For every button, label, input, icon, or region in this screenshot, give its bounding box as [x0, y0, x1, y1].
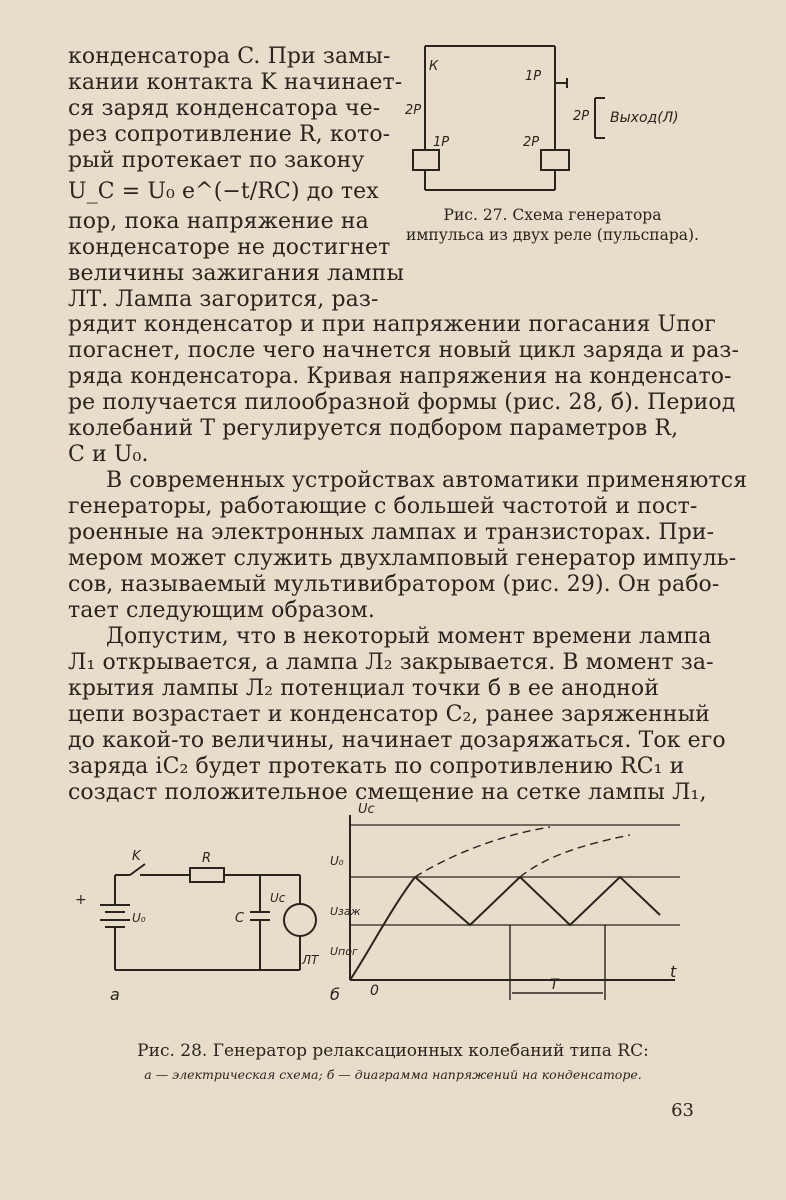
fig28-label-r: R — [202, 851, 212, 866]
figure-28a-circuit — [70, 840, 340, 1010]
text-line: конденсатора C. При замы- — [68, 44, 391, 69]
text-line: роенные на электронных лампах и транзисторах. При- — [68, 520, 715, 545]
fig27-label-k: К — [429, 59, 439, 74]
fig28-label-k: K — [132, 849, 141, 864]
figure-28b-diagram — [330, 795, 690, 1010]
text-line: конденсаторе не достигнет — [68, 235, 391, 260]
text-line: рый протекает по закону — [68, 148, 365, 173]
text-line: тает следующим образом. — [68, 598, 375, 623]
text-line: ряда конденсатора. Кривая напряжения на конденсато- — [68, 364, 732, 389]
text-line: ЛТ. Лампа загорится, раз- — [68, 287, 379, 312]
formula-line: U_C = U₀ e^(−t/RC) до тех — [68, 179, 379, 204]
fig27-label-output: Выход(Л) — [610, 110, 679, 126]
text-line: крытия лампы Л₂ потенциал точки б в ее анодной — [68, 676, 660, 701]
text-line: до какой-то величины, начинает дозаряжаться. Ток его — [68, 728, 726, 753]
fig27-label-1p: 1Р — [433, 135, 450, 150]
figure-28-caption: Рис. 28. Генератор релаксационных колебаний типа RC: — [137, 1041, 649, 1061]
text-line: цепи возрастает и конденсатор C₂, ранее заряженный — [68, 702, 710, 727]
fig28-label-uzazh: Uзаж — [330, 905, 361, 918]
figure-27-diagram — [405, 38, 705, 203]
text-line: заряда iC₂ будет протекать по сопротивлению RC₁ и — [68, 754, 685, 779]
fig27-label-2p: 2Р — [523, 135, 540, 150]
fig28-label-lt: ЛТ — [302, 953, 319, 967]
fig28-label-plus: + — [75, 892, 87, 908]
text-line: рядит конденсатор и при напряжении погасания Uпог — [68, 312, 716, 337]
fig28-label-uc-axis: Uc — [358, 802, 375, 817]
fig28-label-t-axis: t — [670, 962, 677, 981]
text-line: погаснет, после чего начнется новый цикл заряда и раз- — [68, 338, 740, 363]
fig28-label-a: а — [110, 985, 120, 1004]
fig28-label-u0-level: U₀ — [330, 854, 344, 868]
text-line: Допустим, что в некоторый момент времени лампа — [106, 624, 712, 649]
text-line: сов, называемый мультивибратором (рис. 29). Он рабо- — [68, 572, 720, 597]
text-line: C и U₀. — [68, 442, 149, 467]
fig28-label-c: C — [235, 911, 245, 926]
fig28-label-origin: 0 — [370, 983, 379, 999]
figure-28-subcaption: а — электрическая схема; б — диаграмма напряжений на конденсаторе. — [144, 1067, 642, 1082]
text-line: ре получается пилообразной формы (рис. 28, б). Период — [68, 390, 736, 415]
text-line: величины зажигания лампы — [68, 261, 405, 286]
fig28-label-uc: Uc — [270, 891, 286, 905]
fig28-label-upog: Uпог — [330, 945, 358, 958]
text-line: пор, пока напряжение на — [68, 209, 369, 234]
figure-27-caption: Рис. 27. Схема генератора импульса из двух реле (пульспара). — [406, 206, 699, 244]
text-line: мером может служить двухламповый генератор импуль- — [68, 546, 737, 571]
text-line: генераторы, работающие с большей частотой и пост- — [68, 494, 698, 519]
fig27-label-1p: 1Р — [525, 69, 542, 84]
fig28-label-b: б — [330, 985, 340, 1004]
page-number: 63 — [671, 1100, 694, 1121]
text-line: рез сопротивление R, кото- — [68, 122, 391, 147]
text-line: ся заряд конденсатора че- — [68, 96, 381, 121]
text-line: кании контакта K начинает- — [68, 70, 403, 95]
fig27-label-2p: 2Р — [573, 109, 590, 124]
text-line: создаст положительное смещение на сетке лампы Л₁, — [68, 780, 707, 805]
fig28-label-period: T — [550, 977, 559, 993]
fig28-label-u0: U₀ — [132, 911, 146, 925]
text-line: Л₁ открывается, а лампа Л₂ закрывается. В момент за- — [68, 650, 714, 675]
text-line: колебаний T регулируется подбором параметров R, — [68, 416, 679, 441]
text-line: В современных устройствах автоматики применяются — [106, 468, 748, 493]
fig27-label-2p: 2Р — [405, 103, 422, 118]
